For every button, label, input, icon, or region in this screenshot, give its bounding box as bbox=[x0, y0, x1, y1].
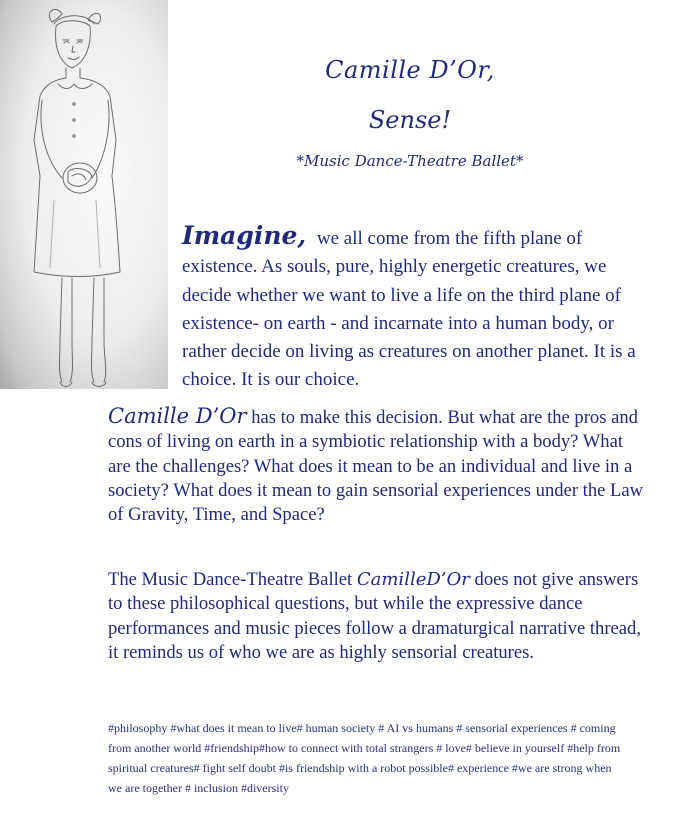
genre-label: *Music Dance-Theatre Ballet* bbox=[296, 152, 524, 170]
intro-paragraph bbox=[182, 222, 652, 395]
decision-text: has to make this decision. But what are the pros and cons of living on earth in a symbiotic relationship with a body? What are the challenges? What does it mean to be an individual and live in a society? What does it mean to gain sensorial experiences under the Law of Gravity, Time, and Space? bbox=[108, 407, 644, 526]
ballet-inline-name: CamilleD’Or bbox=[356, 569, 470, 590]
ballet-text-start: The Music Dance-Theatre Ballet bbox=[108, 569, 353, 590]
ballet-text-rest: does not give answers to these philosophical questions, but while the expressive dance performances and music pieces follow a dramaturgical narrative thread, it reminds us of who we are as highly sensorial creatures. bbox=[108, 569, 641, 663]
decision-lead-name: Camille D’Or bbox=[108, 404, 247, 428]
girl-sketch-drawing bbox=[0, 0, 168, 389]
intro-text: we all come from the fifth plane of existence. As souls, pure, highly energetic creatures, we decide whether we want to live a life on the third plane of existence- on earth - and incarnate into a human body, or rather decide on living as creatures on another planet. It is a choice. It is our choice. bbox=[182, 228, 636, 391]
decision-paragraph bbox=[108, 404, 648, 527]
girl-sketch-illustration bbox=[0, 0, 168, 389]
intro-lead-word: Imagine, bbox=[182, 221, 307, 250]
subtitle-heading: Sense! bbox=[368, 106, 452, 134]
title-heading: Camille D’Or, bbox=[325, 56, 495, 84]
ballet-paragraph bbox=[108, 568, 648, 665]
hashtags-block: #philosophy #what does it mean to live# human society # AI vs humans # sensorial experiences # coming from another world #friendship#how to connect with total strangers # love# believe in yourself #help from spiritual creatures# fight self doubt #is friendship with a robot possible# experience #we are strong when we are together # inclusion #diversity bbox=[108, 721, 621, 795]
